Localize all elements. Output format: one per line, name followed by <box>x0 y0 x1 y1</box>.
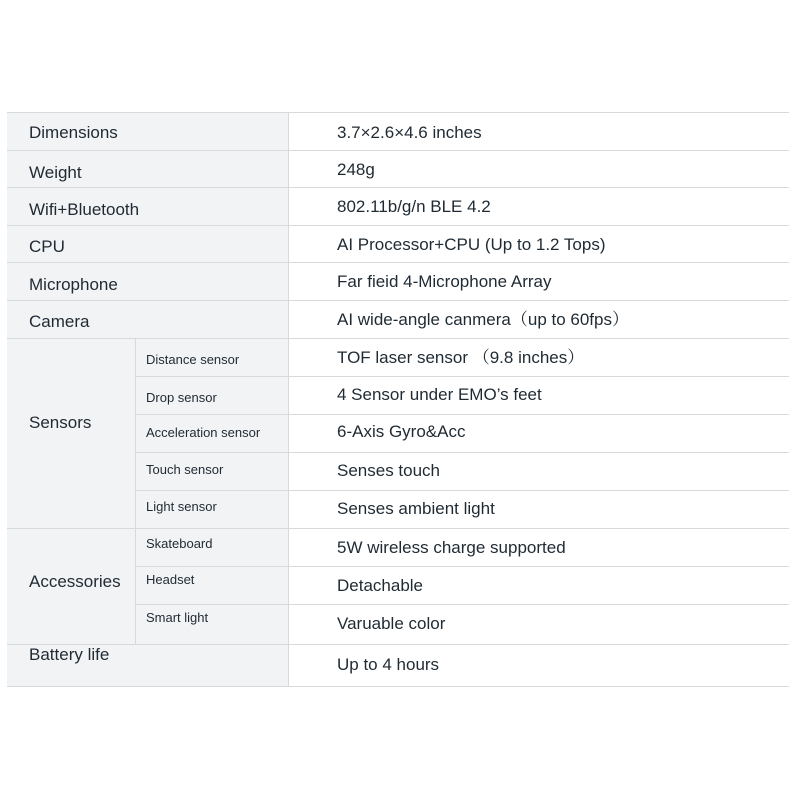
headset-label: Headset <box>146 572 195 587</box>
column-divider <box>288 112 289 687</box>
row-divider <box>135 566 789 567</box>
row-divider <box>7 187 789 188</box>
accessories-label: Accessories <box>29 572 121 591</box>
row-divider <box>135 376 789 377</box>
row-divider <box>7 150 789 151</box>
acceleration-sensor-label: Acceleration sensor <box>146 425 261 440</box>
microphone-value: Far fieid 4-Microphone Array <box>337 272 552 291</box>
row-divider <box>7 528 789 529</box>
battery-life-label: Battery life <box>29 645 110 664</box>
cpu-label: CPU <box>29 237 65 256</box>
row-divider <box>7 686 789 687</box>
distance-sensor-label: Distance sensor <box>146 352 240 367</box>
row-divider <box>7 338 789 339</box>
accessories-subcolumn-divider <box>135 528 136 644</box>
camera-value: AI wide-angle canmera（up to 60fps） <box>337 310 629 329</box>
skateboard-value: 5W wireless charge supported <box>337 538 566 557</box>
row-divider <box>135 490 789 491</box>
skateboard-label: Skateboard <box>146 536 213 551</box>
wifi-value: 802.11b/g/n BLE 4.2 <box>337 197 491 216</box>
smart-light-value: Varuable color <box>337 614 446 633</box>
headset-value: Detachable <box>337 576 424 595</box>
row-divider <box>135 414 789 415</box>
cpu-value: AI Processor+CPU (Up to 1.2 Tops) <box>337 235 606 254</box>
microphone-label: Microphone <box>29 275 118 294</box>
row-divider <box>135 604 789 605</box>
sensors-label: Sensors <box>29 413 92 432</box>
weight-value: 248g <box>337 160 375 179</box>
row-divider <box>7 112 789 113</box>
sensors-subcolumn-divider <box>135 339 136 528</box>
wifi-label: Wifi+Bluetooth <box>29 200 140 219</box>
light-sensor-value: Senses ambient light <box>337 499 495 518</box>
smart-light-label: Smart light <box>146 610 209 625</box>
camera-label: Camera <box>29 312 90 331</box>
weight-label: Weight <box>29 163 82 182</box>
row-divider <box>7 225 789 226</box>
acceleration-sensor-value: 6-Axis Gyro&Acc <box>337 422 466 441</box>
touch-sensor-label: Touch sensor <box>146 462 224 477</box>
drop-sensor-label: Drop sensor <box>146 390 217 405</box>
touch-sensor-value: Senses touch <box>337 461 441 480</box>
row-divider <box>7 262 789 263</box>
drop-sensor-value: 4 Sensor under EMO’s feet <box>337 385 542 404</box>
spec-table <box>7 112 789 687</box>
distance-sensor-value: TOF laser sensor （9.8 inches） <box>337 348 585 367</box>
row-divider <box>135 452 789 453</box>
battery-life-value: Up to 4 hours <box>337 655 440 674</box>
row-divider <box>7 644 789 645</box>
light-sensor-label: Light sensor <box>146 499 217 514</box>
dimensions-value: 3.7×2.6×4.6 inches <box>337 123 482 142</box>
dimensions-label: Dimensions <box>29 123 118 142</box>
row-divider <box>7 300 789 301</box>
